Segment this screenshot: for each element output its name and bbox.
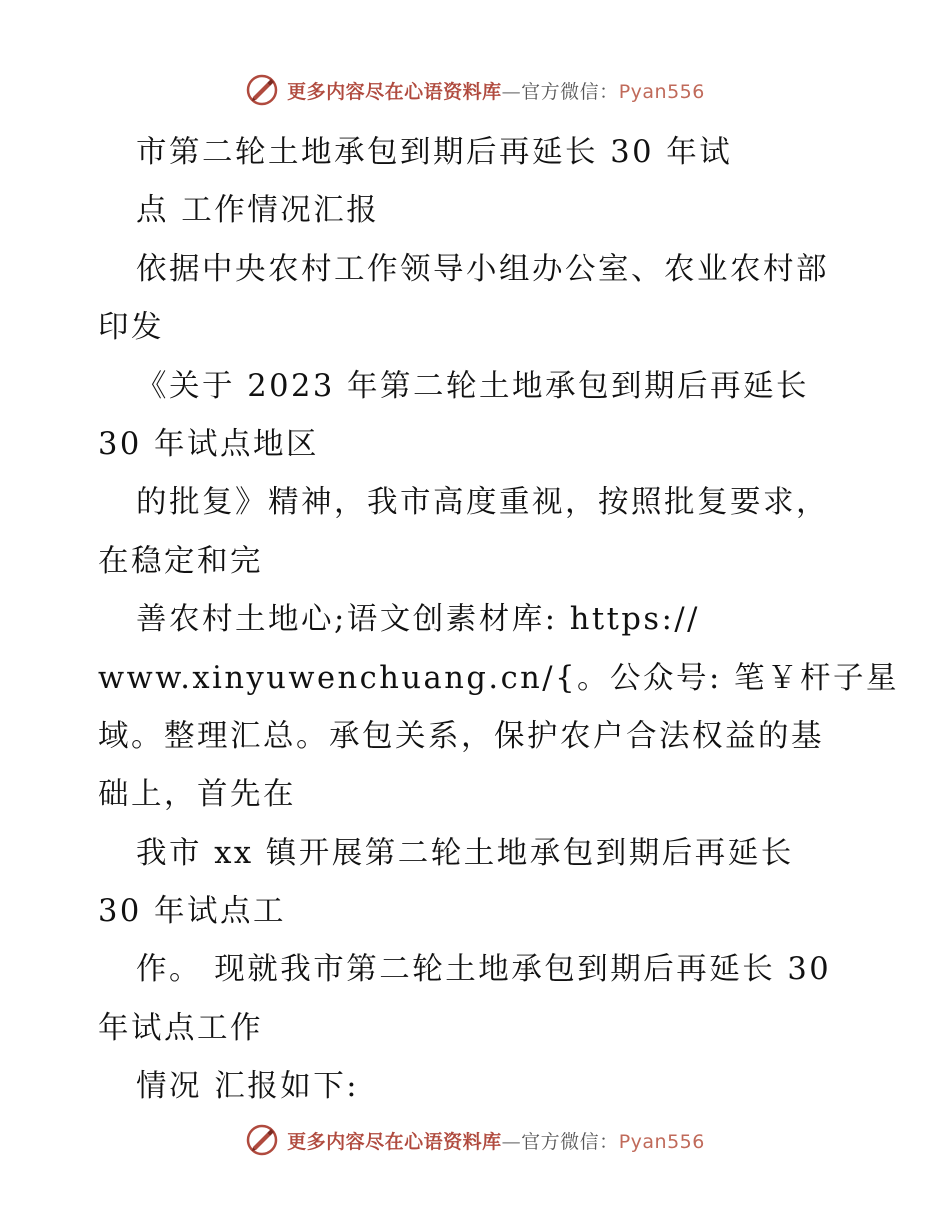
watermark-site: 更多内容尽在心语资料库: [287, 1130, 502, 1153]
document-title-line: 市第二轮土地承包到期后再延长 30 年试: [136, 135, 733, 170]
watermark-handle: Pyan556: [618, 1130, 705, 1153]
watermark-wechat-label: 官方微信：: [521, 1130, 619, 1153]
paragraph-line: 我市 xx 镇开展第二轮土地承包到期后再延长: [136, 835, 794, 871]
paragraph-line: 《关于 2023 年第二轮土地承包到期后再延长: [136, 368, 810, 404]
paragraph-line: 印发: [98, 310, 164, 346]
pen-logo-icon: [245, 1123, 279, 1157]
paragraph-line: 的批复》精神，我市高度重视，按照批复要求，: [136, 485, 829, 521]
watermark-text: [287, 1127, 705, 1154]
watermark-wechat-label: 官方微信：: [521, 80, 619, 103]
paragraph-line: 30 年试点地区: [98, 426, 320, 462]
paragraph-line: 情况 汇报如下:: [136, 1069, 359, 1105]
paragraph-line: 年试点工作: [98, 1010, 263, 1046]
document-body: [98, 124, 899, 1117]
header-watermark: [0, 70, 950, 110]
watermark-text: [287, 77, 705, 104]
paragraph-line: 善农村土地心;语文创素材库: https://: [136, 602, 700, 638]
paragraph-line: 依据中央农村工作领导小组办公室、农业农村部: [136, 251, 829, 287]
paragraph-line: 在稳定和完: [98, 543, 263, 579]
paragraph-line: 础上，首先在: [98, 777, 296, 813]
paragraph-line: 30 年试点工: [98, 894, 287, 930]
watermark-handle: Pyan556: [618, 80, 705, 103]
pen-logo-icon: [245, 73, 279, 107]
paragraph-line: 作。 现就我市第二轮土地承包到期后再延长 30: [136, 952, 832, 988]
paragraph-line: 点 工作情况汇报: [136, 193, 380, 229]
paragraph-line: www.xinyuwenchuang.cn/{。公众号: 笔￥杆子星: [98, 660, 899, 696]
watermark-dash: —: [501, 80, 522, 103]
watermark-dash: —: [501, 1130, 522, 1153]
watermark-site: 更多内容尽在心语资料库: [287, 80, 502, 103]
paragraph-line: 域。整理汇总。承包关系，保护农户合法权益的基: [98, 718, 824, 754]
footer-watermark: [0, 1120, 950, 1160]
